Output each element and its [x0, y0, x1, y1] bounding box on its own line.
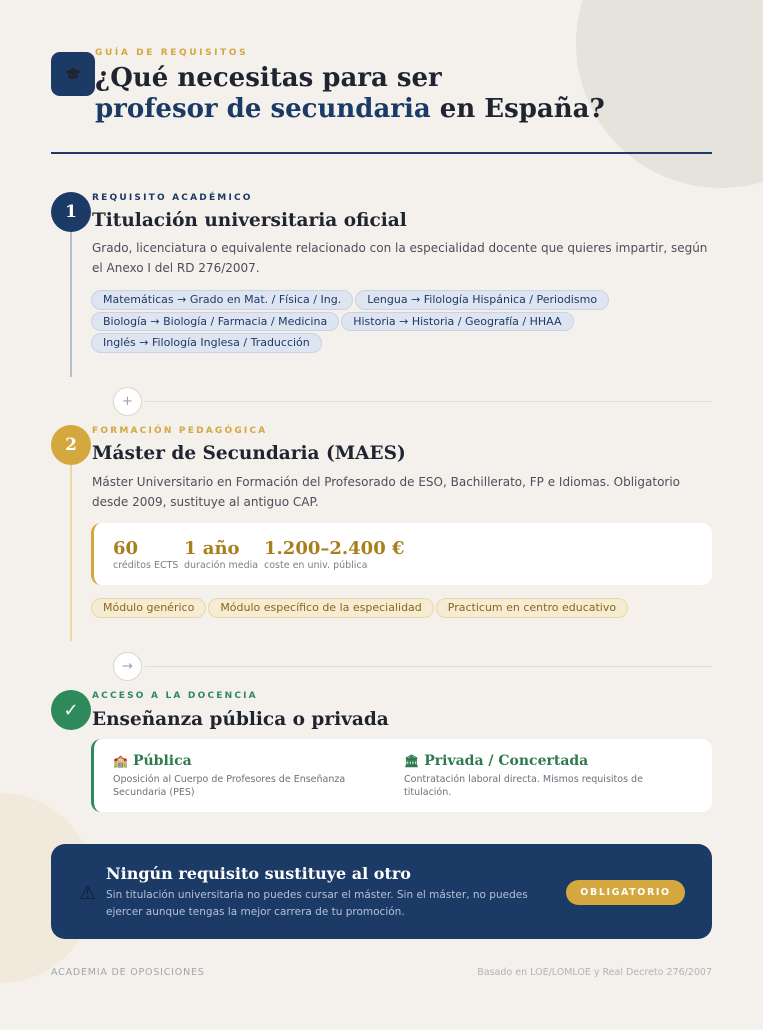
step-1-description: Grado, licenciatura o equivalente relacionado con la especialidad docente que quieres impartir, según el Anexo I del RD 276/2007.	[92, 241, 708, 275]
title-accent: profesor de secundaria	[95, 94, 431, 124]
step-3-title: Enseñanza pública o privada	[92, 709, 389, 730]
stat-duration	[184, 539, 258, 571]
option-publica-description: Oposición al Cuerpo de Profesores de Enseñanza Secundaria (PES)	[113, 774, 346, 798]
chip-matematicas: Matemáticas → Grado en Mat. / Física / Ing.	[91, 290, 353, 310]
stat-cost-label: coste en univ. pública	[264, 560, 368, 571]
stat-credits-label: créditos ECTS	[113, 560, 179, 571]
stat-cost	[264, 539, 405, 571]
chip-ingles: Inglés → Filología Inglesa / Traducción	[91, 333, 322, 353]
header-eyebrow: GUÍA DE REQUISITOS	[95, 48, 249, 58]
school-icon: 🏫	[113, 754, 128, 768]
stat-cost-value: 1.200–2.400 €	[264, 538, 405, 559]
stat-duration-value: 1 año	[184, 538, 240, 559]
chip-lengua: Lengua → Filología Hispánica / Periodismo	[355, 290, 609, 310]
title-part-1: ¿Qué necesitas para ser	[95, 63, 442, 93]
stat-credits	[113, 539, 178, 571]
footer-brand: ACADEMIA DE OPOSICIONES	[51, 967, 205, 978]
warning-icon: ⚠	[79, 882, 97, 904]
option-publica-title	[113, 753, 373, 769]
chip-historia: Historia → Historia / Geografía / HHAA	[341, 312, 573, 332]
step-2-number: 2	[51, 425, 91, 465]
chip-biologia: Biología → Biología / Farmacia / Medicina	[91, 312, 339, 332]
option-privada-description: Contratación laboral directa. Mismos requisitos de titulación.	[404, 774, 643, 798]
step-3-check-icon: ✓	[51, 690, 91, 730]
step-2-chips	[91, 598, 713, 618]
option-privada-title	[404, 753, 664, 769]
building-icon: 🏛	[404, 754, 420, 768]
chip-modulo-especifico: Módulo específico de la especialidad	[208, 598, 433, 618]
access-card	[91, 739, 712, 812]
connector-2-line	[145, 666, 712, 667]
option-publica	[113, 753, 373, 799]
step-1-title: Titulación universitaria oficial	[92, 210, 407, 231]
step-1-line	[70, 212, 72, 377]
title-part-2: en España?	[430, 94, 605, 124]
option-privada	[404, 753, 664, 799]
chip-practicum: Practicum en centro educativo	[436, 598, 628, 618]
stat-duration-label: duración media	[184, 560, 259, 571]
banner-text: Sin titulación universitaria no puedes cursar el máster. Sin el máster, no puedes ejercer aunque tengas la mejor carrera de tu promoción.	[106, 889, 528, 918]
graduation-cap-icon	[51, 52, 95, 96]
footer-source: Basado en LOE/LOMLOE y Real Decreto 276/2007	[477, 967, 712, 978]
step-1-chips	[91, 290, 713, 353]
step-2-title: Máster de Secundaria (MAES)	[92, 443, 406, 464]
step-2-description: Máster Universitario en Formación del Profesorado de ESO, Bachillerato, FP e Idiomas. Obligatorio desde 2009, sustituye al antiguo CAP.	[92, 475, 681, 509]
header-divider	[51, 152, 712, 154]
step-2-label: FORMACIÓN PEDAGÓGICA	[92, 426, 268, 436]
obligatorio-badge: OBLIGATORIO	[566, 880, 685, 905]
step-1-number: 1	[51, 192, 91, 232]
step-2-line	[70, 445, 72, 641]
page-title	[95, 63, 715, 125]
banner-title: Ningún requisito sustituye al otro	[106, 864, 411, 883]
warning-banner	[51, 844, 712, 939]
plus-icon: +	[113, 387, 142, 416]
step-1-label: REQUISITO ACADÉMICO	[92, 193, 253, 203]
option-publica-title-text: Pública	[132, 753, 192, 769]
chip-modulo-generico: Módulo genérico	[91, 598, 206, 618]
option-privada-title-text: Privada / Concertada	[424, 753, 589, 769]
arrow-right-icon: →	[113, 652, 142, 681]
stats-card	[91, 523, 712, 585]
stat-credits-value: 60	[113, 538, 139, 559]
step-3-label: ACCESO A LA DOCENCIA	[92, 691, 258, 701]
connector-1-line	[145, 401, 712, 402]
